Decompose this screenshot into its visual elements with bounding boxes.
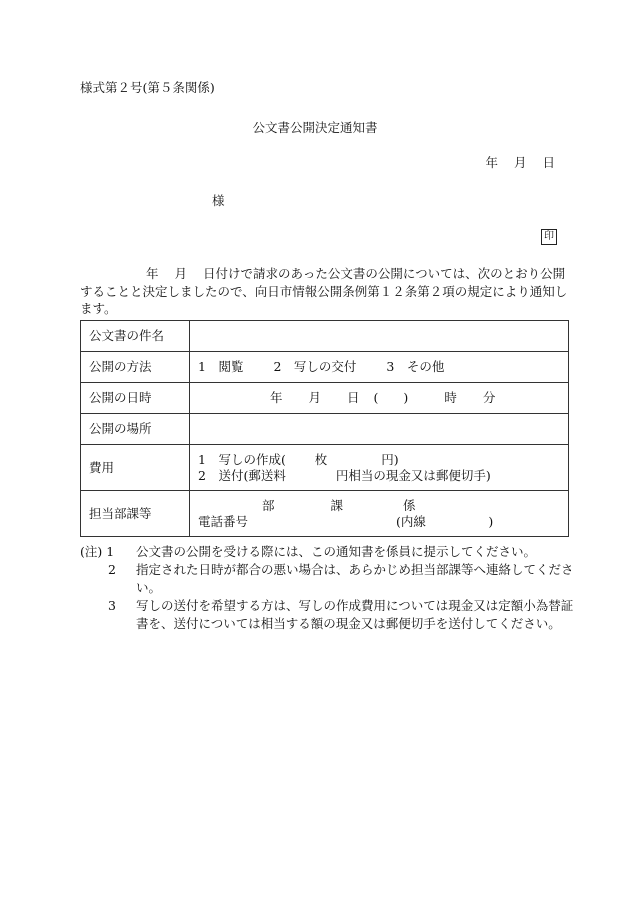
dt-day: 日 — [347, 390, 360, 405]
issue-date — [485, 155, 555, 171]
table-row — [81, 352, 569, 383]
fees-field — [190, 445, 569, 491]
note-text: 写しの送付を希望する方は、写しの作成費用については現金又は定額小為替証書を、送付については相当する額の現金又は郵便切手を送付してください。 — [136, 598, 574, 631]
phone-line — [198, 514, 560, 530]
date-year: 年 — [485, 155, 498, 170]
notes-section — [80, 543, 580, 633]
row-label-document-subject: 公文書の件名 — [81, 321, 190, 352]
disclosure-method-options — [190, 352, 569, 383]
note-text: 指定された日時が都合の悪い場合は、あらかじめ担当部課等へ連絡してください。 — [136, 562, 574, 595]
row-label-disclosure-place: 公開の場所 — [81, 414, 190, 445]
extension-label: (内線 ) — [396, 513, 494, 529]
dt-minute: 分 — [482, 390, 496, 405]
method-option-other: 3 その他 — [386, 359, 445, 374]
fee-copy-line: 1 写しの作成( 枚 円) — [198, 451, 399, 467]
body-text: 日付けで請求のあった公文書の公開については、次のとおり公開することと決定しましたので、向日市情報公開条例第１２条第２項の規定により通知します。 — [80, 266, 568, 316]
disclosure-details-table — [80, 320, 569, 537]
dt-weekday: ( ) — [373, 390, 409, 405]
note-label: 3 — [108, 598, 116, 613]
disclosure-place-field — [190, 414, 569, 445]
body-year: 年 — [146, 266, 159, 281]
department-line — [198, 498, 560, 514]
document-title: 公文書公開決定通知書 — [252, 120, 378, 135]
note-item — [80, 543, 580, 561]
date-month: 月 — [513, 155, 527, 170]
dt-month: 月 — [308, 390, 322, 405]
form-number: 様式第２号(第５条関係) — [80, 80, 215, 95]
seal-mark: 印 — [541, 229, 557, 245]
fee-mail-line: 2 送付(郵送料 円相当の現金又は郵便切手) — [198, 467, 491, 483]
disclosure-datetime-field — [190, 383, 569, 414]
department-field — [190, 491, 569, 537]
method-option-copy: 2 写しの交付 — [273, 359, 357, 374]
addressee-honorific: 様 — [212, 193, 225, 208]
table-row — [81, 445, 569, 491]
note-text: 公文書の公開を受ける際には、この通知書を係員に提示してください。 — [136, 544, 537, 559]
note-item — [80, 561, 580, 597]
phone-label: 電話番号 — [198, 513, 249, 529]
dept-kakari: 係 — [403, 497, 416, 513]
method-option-view: 1 閲覧 — [198, 359, 244, 374]
date-day: 日 — [542, 155, 555, 170]
notification-body — [80, 265, 570, 318]
dept-bu: 部 — [262, 497, 275, 513]
document-subject-field — [190, 321, 569, 352]
note-label: (注) 1 — [80, 544, 115, 559]
dt-year: 年 — [270, 390, 283, 405]
row-label-fees: 費用 — [81, 445, 190, 491]
body-month: 月 — [174, 266, 188, 281]
dt-hour: 時 — [444, 390, 457, 405]
row-label-disclosure-datetime: 公開の日時 — [81, 383, 190, 414]
table-row — [81, 383, 569, 414]
note-item — [80, 597, 580, 633]
note-label: 2 — [108, 562, 116, 577]
row-label-disclosure-method: 公開の方法 — [81, 352, 190, 383]
table-row — [81, 414, 569, 445]
table-row — [81, 321, 569, 352]
row-label-department: 担当部課等 — [81, 491, 190, 537]
dept-ka: 課 — [330, 497, 344, 513]
table-row — [81, 491, 569, 537]
